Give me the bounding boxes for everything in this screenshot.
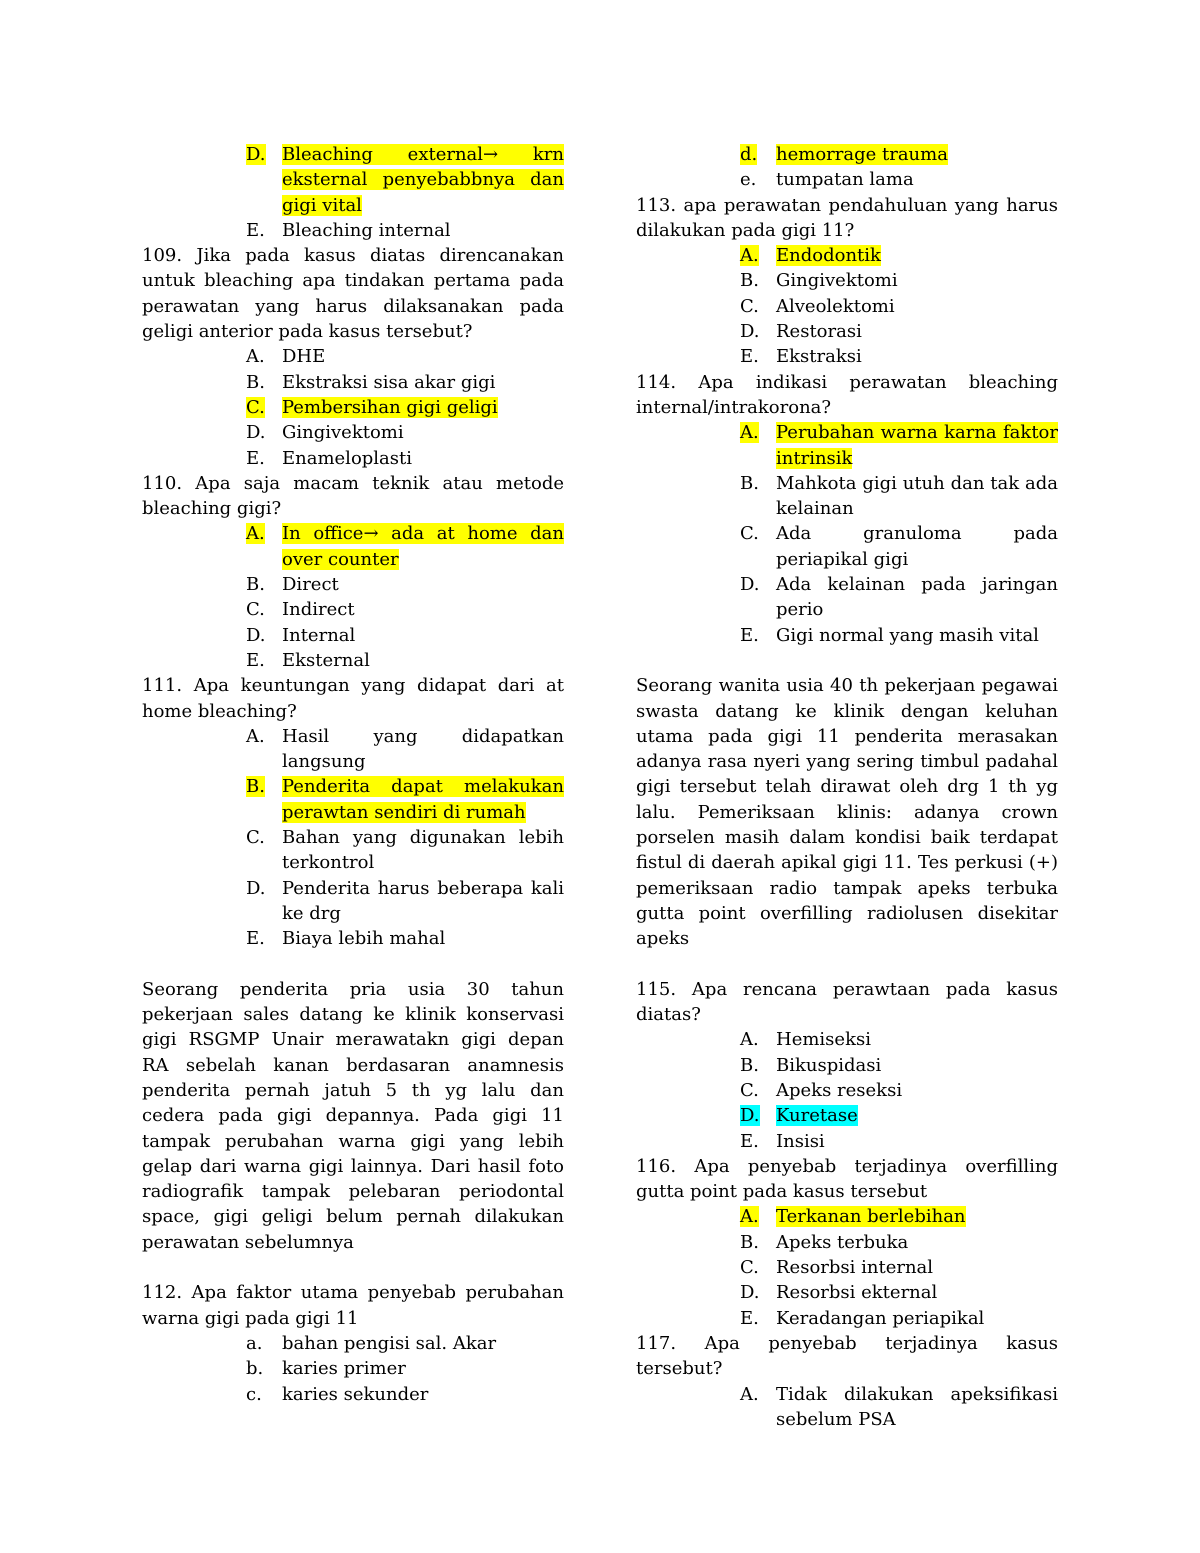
option-text: Penderita dapat melakukan perawtan sendiri di rumah xyxy=(282,776,564,823)
option-text: Gingivektomi xyxy=(776,270,898,292)
option-text: Ekstraksi sisa akar gigi xyxy=(282,371,496,393)
option-label: C. xyxy=(246,827,265,849)
option-112-b xyxy=(246,1356,564,1381)
left-column xyxy=(142,142,564,1407)
question-114: 114. Apa indikasi perawatan bleaching internal/intrakorona? xyxy=(636,371,1058,418)
option-113-b xyxy=(740,268,1058,293)
option-text: Restorasi xyxy=(776,321,862,343)
option-114-b xyxy=(740,471,1058,522)
question-115: 115. Apa rencana perawtaan pada kasus diatas? xyxy=(636,978,1058,1026)
option-label: d. xyxy=(740,144,758,165)
option-text: Gingivektomi xyxy=(282,422,404,444)
option-text: Kuretase xyxy=(776,1105,858,1127)
option-text: Bahan yang digunakan lebih terkontrol xyxy=(282,827,564,874)
option-110-c xyxy=(246,597,564,622)
option-111-a xyxy=(246,724,564,775)
question-112: 112. Apa faktor utama penyebab perubahan warna gigi pada gigi 11 xyxy=(142,1282,564,1329)
option-112-d xyxy=(740,142,1058,167)
option-116-c xyxy=(740,1255,1058,1280)
case-paragraph: Seorang penderita pria usia 30 tahun pekerjaan sales datang ke klinik konservasi gigi RSGMP Unair merawatakn gigi depan RA sebelah kanan berdasaran anamnesis penderita pernah jatuh 5 th yg lalu dan cedera pada gigi depannya. Pada gigi 11 tampak perubahan warna gigi yang lebih gelap dari warna gigi lainnya. Dari hasil foto radiografik tampak pelebaran periodontal space, gigi geligi belum pernah dilakukan perawatan sebelumnya xyxy=(142,978,564,1253)
option-115-b xyxy=(740,1053,1058,1078)
option-110-e xyxy=(246,648,564,673)
option-label: D. xyxy=(246,624,266,646)
option-text: Bikuspidasi xyxy=(776,1054,882,1076)
option-111-b xyxy=(246,774,564,825)
option-label: D. xyxy=(740,1282,760,1304)
option-text: Penderita harus beberapa kali ke drg xyxy=(282,877,564,924)
option-114-c xyxy=(740,521,1058,572)
option-text: Ada kelainan pada jaringan perio xyxy=(776,574,1058,621)
option-110-d xyxy=(246,623,564,648)
option-label: B. xyxy=(246,574,265,596)
option-label: B. xyxy=(246,776,265,798)
option-text: Indirect xyxy=(282,599,355,621)
option-label: B. xyxy=(740,1054,759,1076)
option-115-d xyxy=(740,1103,1058,1128)
option-label: C. xyxy=(740,1079,759,1101)
option-113-e xyxy=(740,344,1058,369)
option-text: Hemiseksi xyxy=(776,1029,871,1051)
option-109-b xyxy=(246,370,564,395)
option-text: Biaya lebih mahal xyxy=(282,928,446,950)
option-text: Resorbsi internal xyxy=(776,1257,934,1279)
option-114-e xyxy=(740,623,1058,648)
option-text: Apeks terbuka xyxy=(776,1231,909,1253)
option-116-a xyxy=(740,1204,1058,1229)
option-label: B. xyxy=(246,371,265,393)
option-label: A. xyxy=(740,1029,759,1051)
option-label: D. xyxy=(740,1105,760,1127)
option-text: Tidak dilakukan apeksifikasi sebelum PSA xyxy=(776,1383,1058,1430)
option-text: Mahkota gigi utuh dan tak ada kelainan xyxy=(776,472,1058,520)
question-110: 110. Apa saja macam teknik atau metode bleaching gigi? xyxy=(142,472,564,520)
option-text: karies sekunder xyxy=(282,1383,429,1405)
option-text: Alveolektomi xyxy=(776,295,895,317)
option-111-e xyxy=(246,926,564,951)
blank-line xyxy=(636,648,1058,673)
option-text: Resorbsi ekternal xyxy=(776,1282,938,1304)
option-text: karies primer xyxy=(282,1358,406,1380)
option-109-e xyxy=(246,446,564,471)
question-113: 113. apa perawatan pendahuluan yang harus dilakukan pada gigi 11? xyxy=(636,194,1058,241)
option-110-a xyxy=(246,521,564,572)
question-109: 109. Jika pada kasus diatas direncanakan untuk bleaching apa tindakan pertama pada perawatan yang harus dilaksanakan pada geligi anterior pada kasus tersebut? xyxy=(142,245,564,343)
blank-line xyxy=(636,952,1058,977)
option-label: E. xyxy=(740,346,759,368)
option-label: C. xyxy=(246,599,265,621)
option-text: Perubahan warna karna faktor intrinsik xyxy=(776,422,1058,469)
option-label: C. xyxy=(246,396,265,418)
option-label: B. xyxy=(740,1231,759,1253)
option-label: A. xyxy=(740,1383,759,1405)
option-label: D. xyxy=(246,422,266,444)
option-text: Gigi normal yang masih vital xyxy=(776,624,1039,646)
option-text: Ada granuloma pada periapikal gigi xyxy=(776,523,1058,570)
option-116-d xyxy=(740,1280,1058,1305)
option-text: Bleaching internal xyxy=(282,219,451,241)
option-108-d xyxy=(246,142,564,218)
blank-line xyxy=(142,1255,564,1280)
question-116: 116. Apa penyebab terjadinya overfilling gutta point pada kasus tersebut xyxy=(636,1155,1058,1203)
option-label: c. xyxy=(246,1383,262,1405)
option-label: A. xyxy=(246,523,265,545)
option-label: a. xyxy=(246,1332,263,1354)
option-117-a xyxy=(740,1382,1058,1433)
option-label: E. xyxy=(740,1307,759,1329)
option-label: E. xyxy=(246,649,265,671)
option-text: Insisi xyxy=(776,1130,825,1152)
option-label: E. xyxy=(740,1130,759,1152)
option-label: A. xyxy=(246,346,265,368)
option-text: Hasil yang didapatkan langsung xyxy=(282,725,564,773)
question-117: 117. Apa penyebab terjadinya kasus tersebut? xyxy=(636,1332,1058,1380)
option-113-d xyxy=(740,319,1058,344)
option-text: bahan pengisi sal. Akar xyxy=(282,1332,497,1354)
option-115-c xyxy=(740,1078,1058,1103)
option-text: Direct xyxy=(282,574,339,596)
question-111: 111. Apa keuntungan yang didapat dari at home bleaching? xyxy=(142,675,564,722)
option-text: Keradangan periapikal xyxy=(776,1307,985,1329)
option-label: b. xyxy=(246,1358,264,1380)
option-label: E. xyxy=(246,447,265,469)
option-text: Enameloplasti xyxy=(282,447,413,469)
option-116-b xyxy=(740,1230,1058,1255)
option-113-c xyxy=(740,294,1058,319)
option-text: DHE xyxy=(282,346,326,368)
option-112-c xyxy=(246,1382,564,1407)
right-column xyxy=(636,142,1058,1432)
option-label: C. xyxy=(740,523,759,545)
option-113-a xyxy=(740,243,1058,268)
option-label: D. xyxy=(246,877,266,899)
option-label: C. xyxy=(740,1257,759,1279)
option-text: Eksternal xyxy=(282,649,370,671)
option-114-d xyxy=(740,572,1058,623)
option-label: A. xyxy=(740,245,759,267)
option-111-c xyxy=(246,825,564,876)
option-109-c xyxy=(246,395,564,420)
option-label: E. xyxy=(246,219,265,241)
option-text: tumpatan lama xyxy=(776,169,914,191)
option-114-a xyxy=(740,420,1058,471)
option-text: Pembersihan gigi geligi xyxy=(282,396,498,418)
option-109-a xyxy=(246,344,564,369)
option-108-e xyxy=(246,218,564,243)
option-text: Ekstraksi xyxy=(776,346,862,368)
option-label: e. xyxy=(740,169,757,191)
option-text: Endodontik xyxy=(776,245,881,267)
option-text: hemorrage trauma xyxy=(776,144,948,165)
option-label: E. xyxy=(246,928,265,950)
option-label: D. xyxy=(246,144,266,165)
option-116-e xyxy=(740,1306,1058,1331)
option-text: Apeks reseksi xyxy=(776,1079,903,1101)
option-label: E. xyxy=(740,624,759,646)
option-112-a xyxy=(246,1331,564,1356)
option-111-d xyxy=(246,876,564,927)
option-text: Bleaching external→ krn eksternal penyebabbnya dan gigi vital xyxy=(282,144,564,216)
option-label: D. xyxy=(740,574,760,596)
option-text: In office→ ada at home dan over counter xyxy=(282,523,564,570)
option-109-d xyxy=(246,420,564,445)
option-label: B. xyxy=(740,472,759,494)
case-paragraph: Seorang wanita usia 40 th pekerjaan pegawai swasta datang ke klinik dengan keluhan utama pada gigi 11 penderita merasakan adanya rasa nyeri yang sering timbul padahal gigi tersebut telah dirawat oleh drg 1 th yg lalu. Pemeriksaan klinis: adanya crown porselen masih dalam kondisi baik terdapat fistul di daerah apikal gigi 11. Tes perkusi (+) pemeriksaan radio tampak apeks terbuka gutta point overfilling radiolusen disekitar apeks xyxy=(636,675,1058,950)
option-text: Terkanan berlebihan xyxy=(776,1206,966,1228)
option-text: Internal xyxy=(282,624,356,646)
option-label: A. xyxy=(740,422,759,444)
blank-line xyxy=(142,952,564,977)
option-label: A. xyxy=(740,1206,759,1228)
option-115-a xyxy=(740,1027,1058,1052)
option-label: A. xyxy=(246,725,265,747)
option-110-b xyxy=(246,572,564,597)
option-112-e xyxy=(740,167,1058,192)
option-115-e xyxy=(740,1129,1058,1154)
option-label: D. xyxy=(740,321,760,343)
option-label: B. xyxy=(740,270,759,292)
option-label: C. xyxy=(740,295,759,317)
